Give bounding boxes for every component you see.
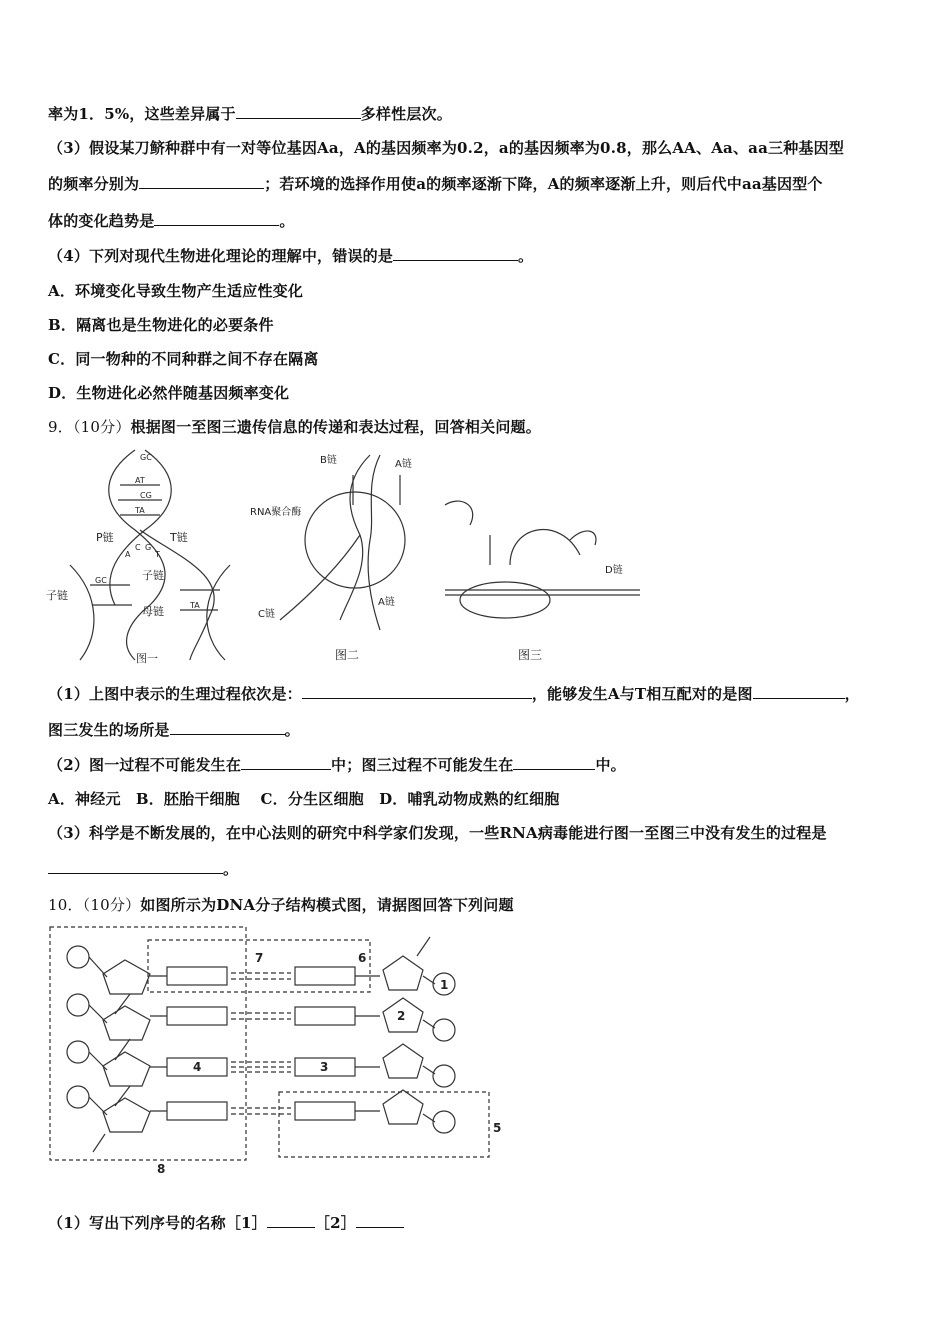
- base-label: GC: [140, 453, 152, 462]
- q9-1-line: [48, 683, 860, 704]
- text: 中；图三过程不可能发生在: [331, 756, 514, 774]
- deoxyribose: [103, 960, 150, 994]
- base: [167, 967, 227, 985]
- text: 。: [518, 247, 534, 265]
- backbone-link: [93, 994, 130, 1152]
- trna: [445, 501, 473, 525]
- base-label: G: [145, 543, 152, 552]
- figure-2-caption: 图二: [335, 648, 360, 662]
- q8-3-line: （3）假设某刀鲚种群中有一对等位基因Aa，A的基因频率为0.2，a的基因频率为0.8，那么AA、Aa、aa三种基因型: [48, 139, 845, 157]
- question-number: 9．（10分）: [48, 418, 131, 436]
- deoxyribose: [103, 1098, 150, 1132]
- daughter-chain-label: 子链: [46, 589, 68, 602]
- q8-line-1: [48, 103, 452, 124]
- text: （4）下列对现代生物进化理论的理解中，错误的是: [48, 247, 394, 265]
- label-5: 5: [493, 1121, 502, 1135]
- label-1: 1: [440, 978, 449, 992]
- question-number: 10．（10分）: [48, 896, 141, 914]
- phosphate: [433, 1065, 455, 1087]
- daughter-chain-label: 子链: [142, 569, 164, 582]
- question-text: 如图所示为DNA分子结构模式图，请据图回答下列问题: [140, 896, 514, 914]
- base: [295, 1102, 355, 1120]
- text: ，: [844, 685, 860, 703]
- answer-blank[interactable]: [48, 859, 223, 874]
- text: （1）上图中表示的生理过程依次是：: [48, 685, 302, 703]
- figure-1-labels: [46, 530, 188, 665]
- label-7: 7: [255, 951, 264, 965]
- label-2: 2: [397, 1009, 406, 1023]
- q9-2-line: [48, 754, 626, 775]
- base-label: T: [155, 550, 160, 559]
- q9-3-line: （3）科学是不断发展的，在中心法则的研究中科学家们发现，一些RNA病毒能进行图一至图三中没有发生的过程是: [48, 824, 827, 842]
- d-chain-label: D链: [605, 565, 623, 576]
- t-chain-label: T链: [170, 531, 188, 544]
- rna-polymerase-label: RNA聚合酶: [250, 507, 302, 518]
- c-chain-label: C链: [258, 609, 275, 620]
- a-chain-label: A链: [378, 597, 395, 608]
- text: 率为1．5%，这些差异属于: [48, 105, 236, 123]
- option-a: A．环境变化导致生物产生适应性变化: [48, 282, 304, 300]
- option-d: D．生物进化必然伴随基因频率变化: [48, 384, 290, 402]
- answer-blank[interactable]: [753, 684, 845, 699]
- text: 。: [284, 721, 300, 739]
- rna-polymerase: [305, 492, 405, 588]
- base-6: [295, 967, 355, 985]
- deoxyribose: [103, 1052, 150, 1086]
- phosphate: [67, 1041, 89, 1063]
- base: [167, 1102, 227, 1120]
- phosphodiester-bond: [89, 957, 107, 1115]
- answer-blank[interactable]: [139, 174, 264, 189]
- base-label: TA: [135, 506, 145, 515]
- daughter-strand-right: [207, 565, 230, 660]
- a-chain-label: A链: [395, 459, 412, 470]
- q9-figures: [40, 445, 660, 670]
- question-text: 根据图一至图三遗传信息的传递和表达过程，回答相关问题。: [130, 418, 541, 436]
- base-label: AT: [135, 476, 145, 485]
- parent-chain-label: 母链: [142, 605, 164, 618]
- option-c: C．同一物种的不同种群之间不存在隔离: [48, 350, 319, 368]
- ribosome-small-subunit: [460, 582, 550, 618]
- hydrogen-bond: [231, 973, 291, 1114]
- deoxyribose: [383, 956, 423, 990]
- label-8: 8: [157, 1162, 166, 1176]
- text: ，能够发生A与T相互配对的是图: [531, 685, 753, 703]
- text: （2）图一过程不可能发生在: [48, 756, 242, 774]
- glycosidic-bond: [150, 976, 167, 1111]
- phosphate: [67, 946, 89, 968]
- deoxyribose: [103, 1006, 150, 1040]
- answer-blank[interactable]: [356, 1213, 404, 1228]
- q10-dna-figure: [45, 922, 515, 1177]
- text: 图三发生的场所是: [48, 721, 170, 739]
- trna: [570, 531, 596, 545]
- q10-1-line: [48, 1212, 404, 1233]
- box-7: [148, 940, 370, 992]
- q8-4-line: [48, 245, 533, 266]
- text: 的频率分别为: [48, 175, 140, 193]
- answer-blank[interactable]: [302, 684, 532, 699]
- q9-1-line-2: [48, 719, 300, 740]
- q9-options: A．神经元 B．胚胎干细胞 C．分生区细胞 D．哺乳动物成熟的红细胞: [48, 790, 560, 808]
- q10-heading: [48, 894, 514, 915]
- figure-3-labels: [518, 563, 623, 662]
- p-chain-label: P链: [96, 531, 114, 544]
- text: ；若环境的选择作用使a的频率逐渐下降，A的频率逐渐上升，则后代中aa基因型个: [264, 175, 823, 193]
- b-chain-label: B链: [320, 455, 337, 466]
- backbone-link: [417, 937, 435, 1122]
- deoxyribose: [383, 1090, 423, 1124]
- label-6: 6: [358, 951, 367, 965]
- option-b: B．隔离也是生物进化的必要条件: [48, 316, 274, 334]
- q8-3-line-3: [48, 210, 295, 231]
- answer-blank[interactable]: [154, 211, 279, 226]
- figure-3-translation: [445, 501, 640, 618]
- strand-c: [280, 535, 360, 620]
- answer-blank[interactable]: [236, 104, 361, 119]
- base-label: CG: [140, 491, 152, 500]
- text: 。: [223, 860, 239, 878]
- label-3: 3: [320, 1060, 329, 1074]
- base-label: TA: [190, 601, 200, 610]
- base: [167, 1007, 227, 1025]
- base-label: C: [135, 543, 141, 552]
- q8-3-line-2: [48, 173, 823, 194]
- answer-blank[interactable]: [513, 755, 595, 770]
- daughter-strand-left: [70, 565, 94, 660]
- answer-blank[interactable]: [241, 755, 331, 770]
- text: 多样性层次。: [360, 105, 452, 123]
- figure-3-caption: 图三: [518, 648, 543, 662]
- deoxyribose: [383, 1044, 423, 1078]
- ribosome-arrow: [510, 530, 580, 565]
- text: ［2］: [314, 1214, 356, 1232]
- text: 。: [279, 212, 295, 230]
- strand-b: [340, 455, 370, 620]
- phosphate: [433, 1111, 455, 1133]
- phosphate: [67, 1086, 89, 1108]
- figure-1-caption: 图一: [136, 652, 158, 665]
- base-label: A: [125, 550, 131, 559]
- phosphate: [67, 994, 89, 1016]
- answer-blank[interactable]: [393, 246, 518, 261]
- phosphate: [433, 1019, 455, 1041]
- text: （1）写出下列序号的名称［1］: [48, 1214, 267, 1232]
- answer-blank[interactable]: [267, 1213, 315, 1228]
- answer-blank[interactable]: [170, 720, 285, 735]
- q9-3-line-2: [48, 858, 238, 879]
- figure-1-dna-replication: [70, 450, 230, 660]
- text: 体的变化趋势是: [48, 212, 155, 230]
- base: [295, 1007, 355, 1025]
- q9-heading: [48, 416, 541, 437]
- glycosidic-bond: [355, 976, 380, 1111]
- figure-2-labels: [250, 453, 412, 662]
- text: 中。: [595, 756, 626, 774]
- label-4: 4: [193, 1060, 202, 1074]
- base-label: GC: [95, 576, 107, 585]
